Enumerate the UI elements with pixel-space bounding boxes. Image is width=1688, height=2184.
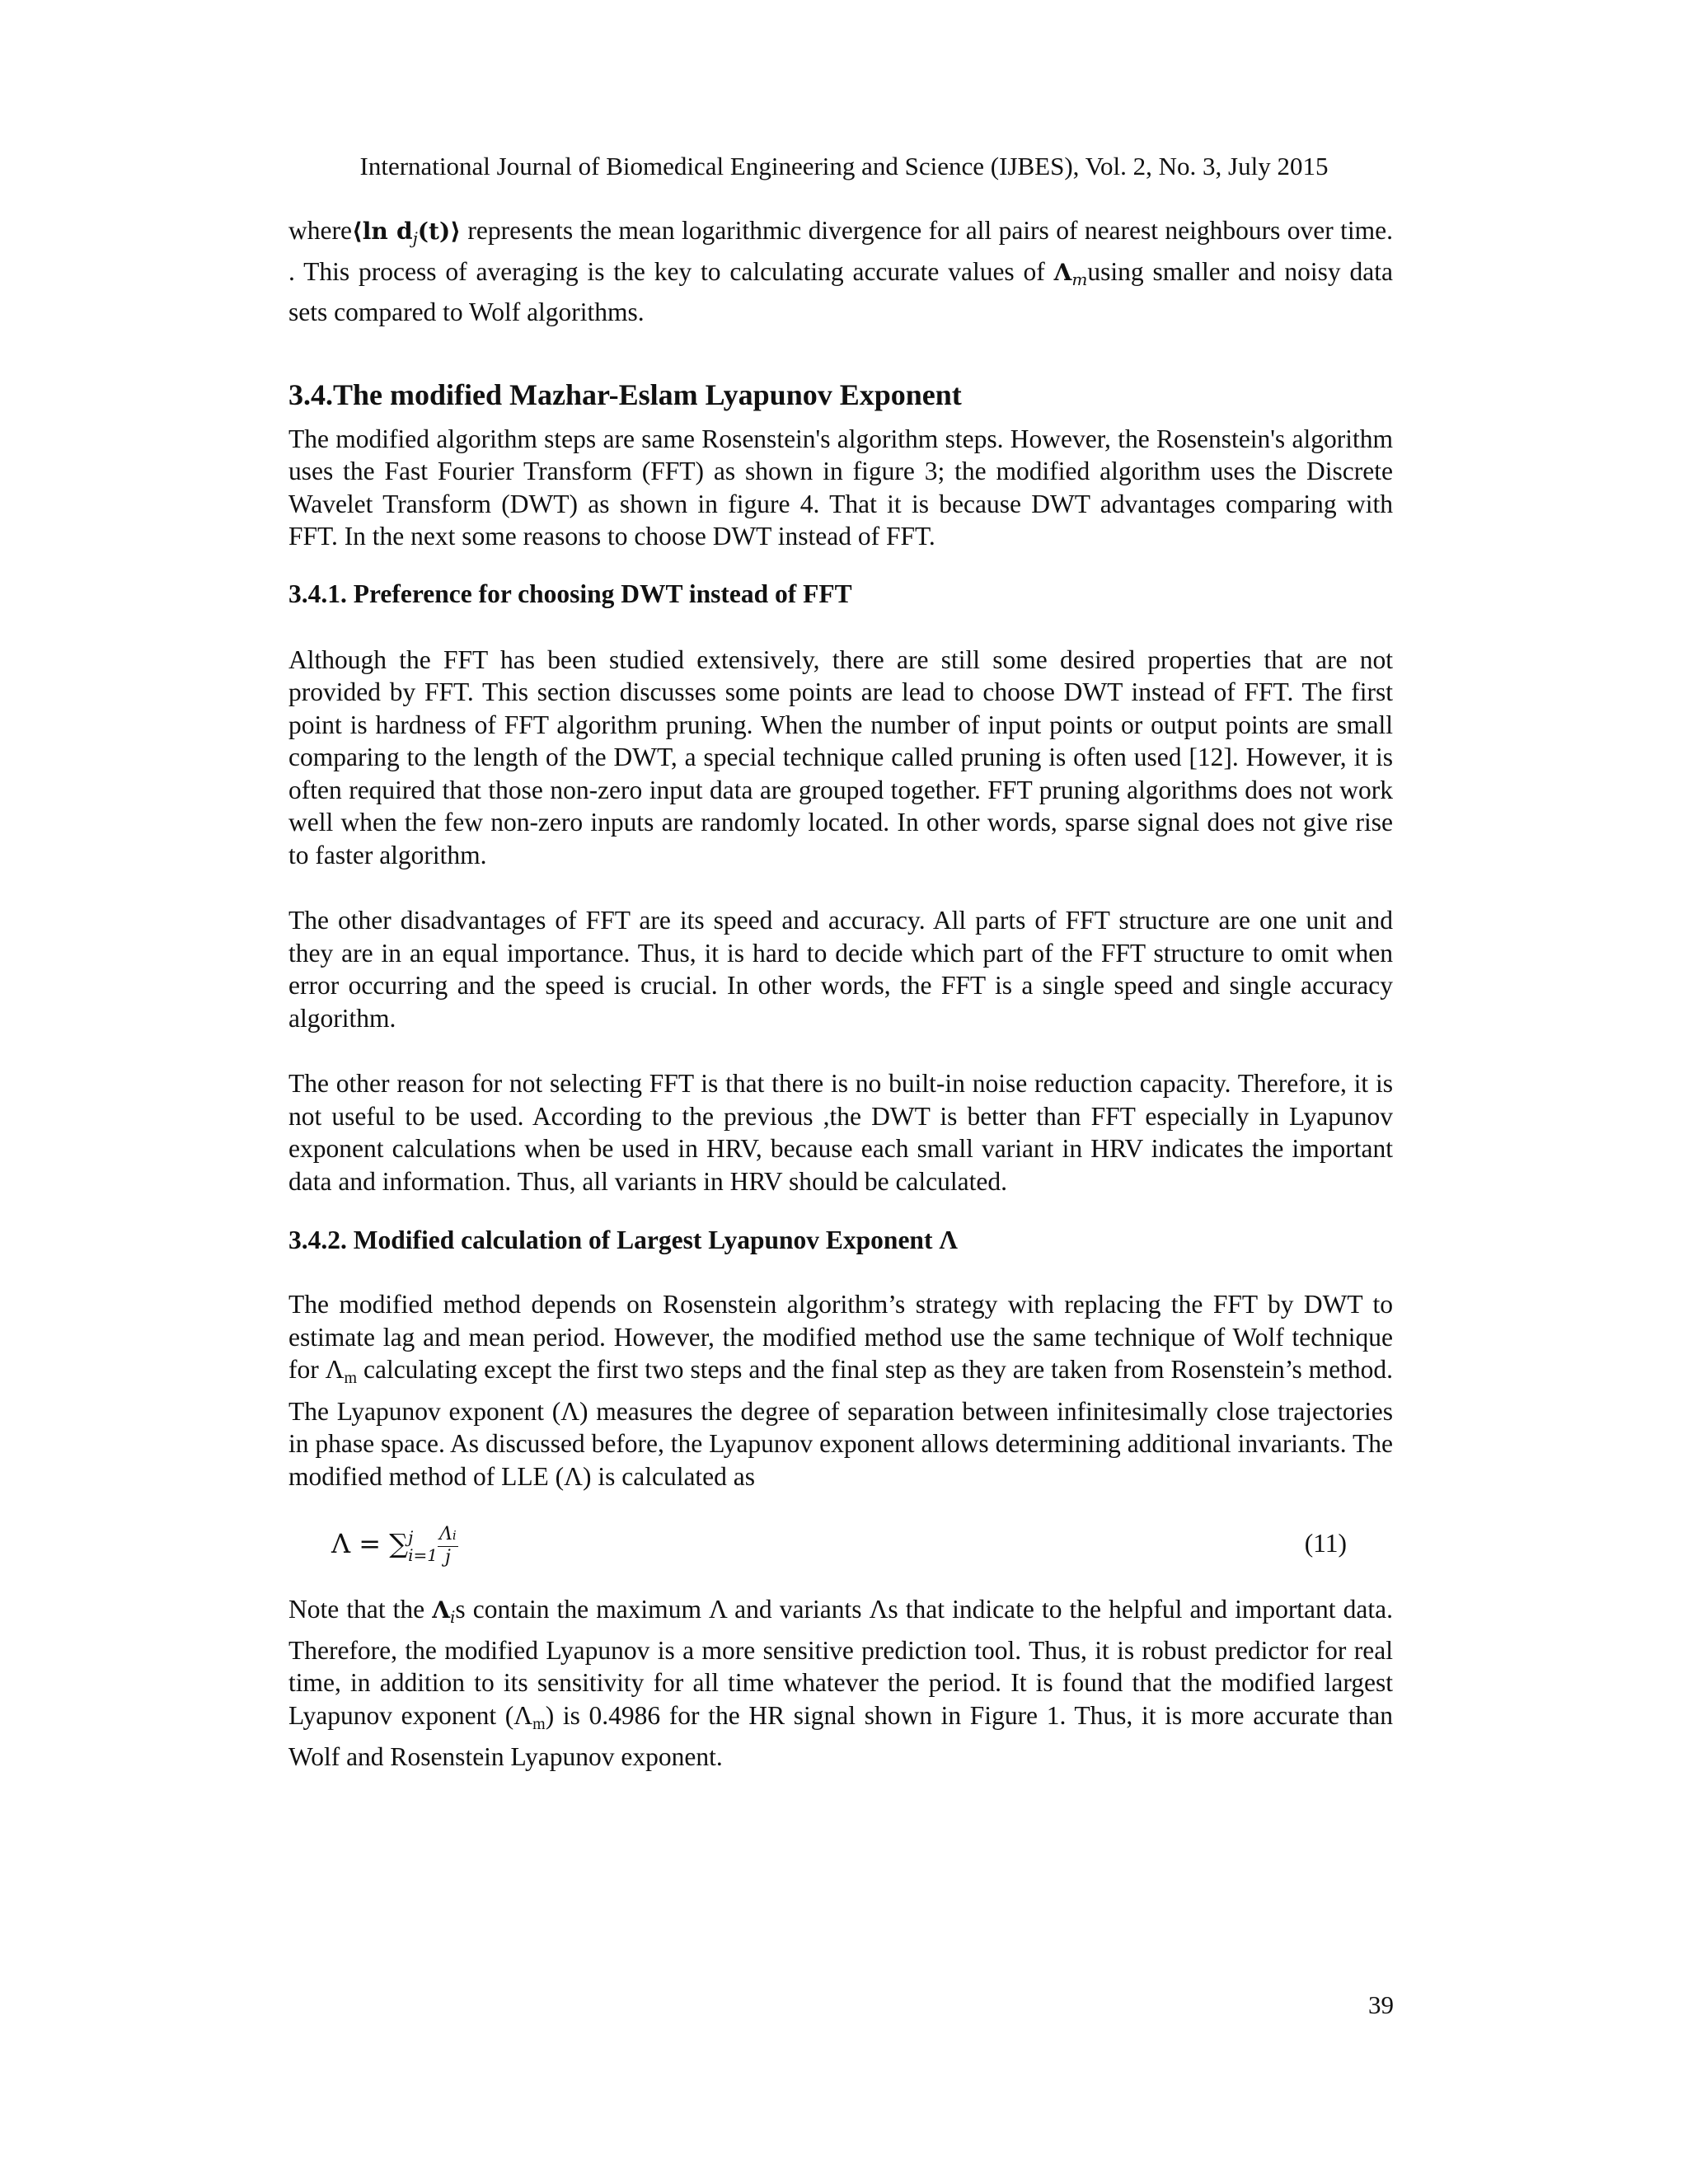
intro-text-3: using smaller and noisy data sets compared to Wolf algorithms.: [288, 256, 1393, 326]
fraction-numerator-symbol: Λ: [439, 1523, 452, 1544]
lambda-m-symbol: [1053, 258, 1088, 289]
sum-lower-limit: i=1: [408, 1544, 438, 1565]
fraction-denominator: j: [444, 1546, 451, 1568]
section-3-4-title: 3.4.The modified Mazhar-Eslam Lyapunov Exponent: [288, 377, 962, 411]
lambda-m-subscript: m: [1071, 269, 1088, 289]
lambda-i-text: Λ: [432, 1596, 451, 1624]
section-3-4-2-p2-text-b: s contain the maximum Λ and variants Λs that indicate to the helpful and important data. Therefore, the modified Lyapunov is a more sensitive prediction tool. Thus, it is robust predictor for real time, in addition to its sensitivity for all time whatever the period. It is found that the modified largest Lyapunov exponent (Λ: [288, 1595, 1393, 1730]
mean-log-divergence-tail: (t)⟩: [417, 218, 462, 245]
equation-lhs: Λ = ∑: [331, 1528, 409, 1559]
fraction-numerator: [438, 1524, 458, 1547]
section-3-4-2-p2-text-c: ) is 0.4986 for the HR signal shown in Figure 1. Thus, it is more accurate than Wolf and Rosenstein Lyapunov exponent.: [288, 1700, 1394, 1771]
intro-paragraph: [288, 214, 1393, 329]
sum-upper-limit: j: [408, 1526, 414, 1547]
page-content: [288, 214, 1393, 1774]
section-3-4-2-paragraph-2: [288, 1593, 1393, 1774]
equation-number: (11): [1304, 1529, 1347, 1558]
section-3-4-2-p1-text-b: calculating except the first two steps and the final step as they are taken from Rosenstein’s method. The Lyapunov exponent (Λ) measures the degree of separation between infinitesimally close trajectories in phase space. As discussed before, the Lyapunov exponent allows determining additional invariants. The modified method of LLE (Λ) is calculated as: [288, 1355, 1393, 1491]
sum-limits: [408, 1528, 438, 1564]
section-3-4-2-paragraph-1: [288, 1288, 1393, 1493]
lambda-i-symbol: [432, 1596, 456, 1627]
equation-formula: [331, 1511, 458, 1577]
section-3-4-2-title: 3.4.2. Modified calculation of Largest Lyapunov Exponent Λ: [288, 1226, 958, 1254]
page-number: 39: [1368, 1990, 1394, 2019]
lambda-m-text: Λ: [1053, 258, 1072, 286]
lambda-i-subscript: i: [450, 1607, 456, 1627]
section-3-4-1-title: 3.4.1. Preference for choosing DWT instead of FFT: [288, 579, 852, 608]
mean-log-divergence-formula: [351, 218, 462, 248]
section-3-4-2-p1-subscript: m: [344, 1369, 358, 1387]
section-3-4-2-p2-text-a: Note that the: [288, 1595, 433, 1624]
mean-log-divergence-subscript: j: [412, 228, 418, 248]
mean-log-divergence-text: ⟨ln d: [351, 218, 413, 245]
section-3-4-1-paragraph-1: Although the FFT has been studied extensively, there are still some desired properties that are not provided by FFT. This section discusses some points are lead to choose DWT instead of FFT. The first point is hardness of FFT algorithm pruning. When the number of input points or output points are small comparing to the length of the DWT, a special technique called pruning is often used [12]. However, it is often required that those non-zero input data are grouped together. FFT pruning algorithms does not work well when the few non-zero inputs are randomly located. In other words, sparse signal does not give rise to faster algorithm.: [288, 644, 1393, 869]
section-3-4-1-paragraph-3: The other reason for not selecting FFT is that there is no built-in noise reduction capacity. Therefore, it is not useful to be used. According to the previous ,the DWT is better than FFT especially in Lyapunov exponent calculations when be used in HRV, because each small variant in HRV indicates the important data and information. Thus, all variants in HRV should be calculated.: [288, 1069, 1393, 1196]
equation-fraction: [438, 1524, 458, 1568]
intro-text-1: where: [288, 216, 352, 245]
section-3-4-1-paragraph-2: The other disadvantages of FFT are its speed and accuracy. All parts of FFT structure are one unit and they are in an equal importance. Thus, it is hard to decide which part of the FFT structure to omit when error occurring and the speed is crucial. In other words, the FFT is a single speed and single accuracy algorithm.: [288, 906, 1393, 1033]
section-3-4-2-p1-text-a: The modified method depends on Rosenstein algorithm’s strategy with replacing the FFT by DWT to estimate lag and mean period. However, the modified method use the same technique of Wolf technique for Λ: [288, 1290, 1393, 1384]
section-3-4-paragraph: The modified algorithm steps are same Rosenstein's algorithm steps. However, the Rosenstein's algorithm uses the Fast Fourier Transform (FFT) as shown in figure 3; the modified algorithm uses the Discrete Wavelet Transform (DWT) as shown in figure 4. That it is because DWT advantages comparing with FFT. In the next some reasons to choose DWT instead of FFT.: [288, 424, 1393, 551]
section-3-4-2-p2-subscript-m: m: [532, 1714, 546, 1733]
intro-text-2: represents the mean logarithmic divergence for all pairs of nearest neighbours over time. . This process of averaging is the key to calculating accurate values of: [288, 216, 1393, 286]
fraction-numerator-subscript: i: [452, 1527, 457, 1543]
equation-11: [288, 1511, 1393, 1577]
running-header: International Journal of Biomedical Engineering and Science (IJBES), Vol. 2, No. 3, July 2015: [359, 152, 1329, 180]
